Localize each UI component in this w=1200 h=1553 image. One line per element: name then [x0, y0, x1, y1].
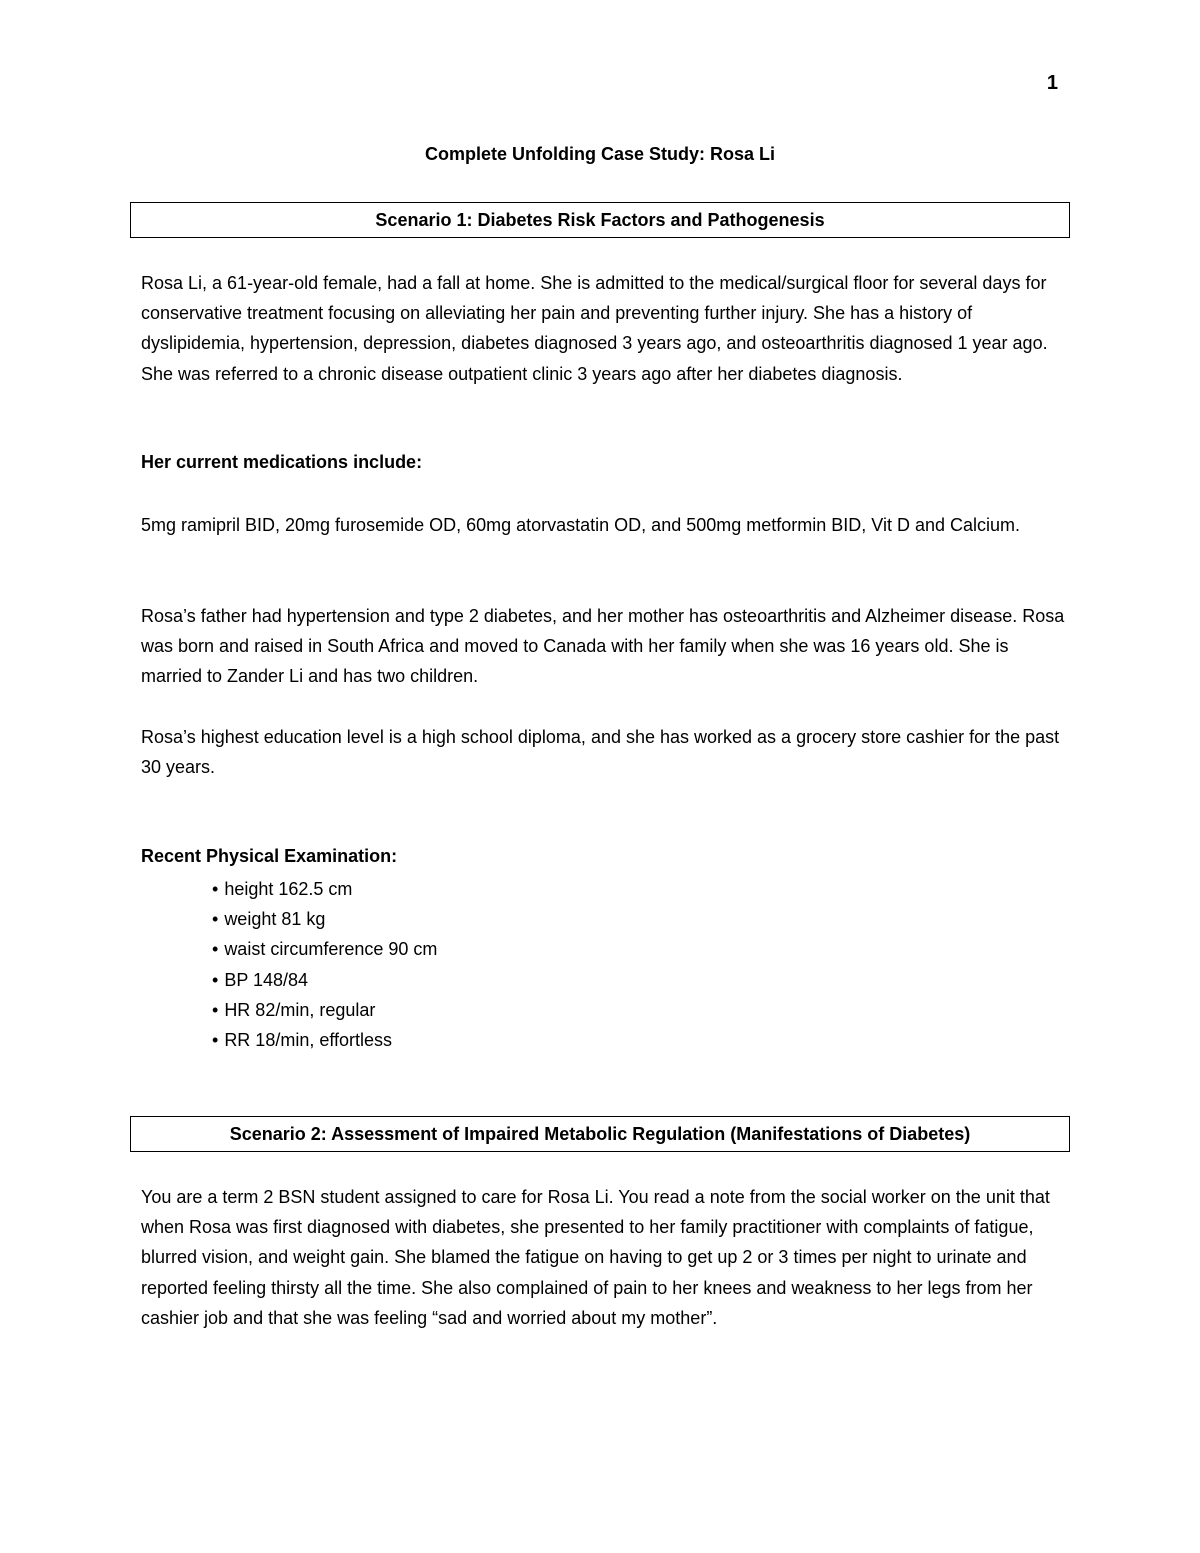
exam-item-rr: • RR 18/min, effortless	[212, 1025, 437, 1055]
medications-paragraph: 5mg ramipril BID, 20mg furosemide OD, 60mg atorvastatin OD, and 500mg metformin BID, Vit D and Calcium.	[141, 515, 1021, 535]
exam-item-height: • height 162.5 cm	[212, 874, 437, 904]
family-history-paragraph: Rosa’s father had hypertension and type 2 diabetes, and her mother has osteoarthritis and Alzheimer disease. Rosa was born and raised in South Africa and moved to Canada with her family when she was 16 years old. She is married to Zander Li and has two children.	[141, 606, 1065, 687]
scenario-2-paragraph: You are a term 2 BSN student assigned to care for Rosa Li. You read a note from the social worker on the unit that when Rosa was first diagnosed with diabetes, she presented to her family practitioner with complaints of fatigue, blurred vision, and weight gain. She blamed the fatigue on having to get up 2 or 3 times per night to urinate and reported feeling thirsty all the time. She also complained of pain to her knees and weakness to her legs from her cashier job and that she was feeling “sad and worried about my mother”.	[141, 1187, 1050, 1328]
physical-exam-list	[212, 874, 437, 1055]
scenario-1-heading-box	[130, 202, 1070, 238]
document-title: Complete Unfolding Case Study: Rosa Li	[424, 144, 776, 164]
physical-exam-heading: Recent Physical Examination:	[141, 846, 398, 866]
education-paragraph: Rosa’s highest education level is a high school diploma, and she has worked as a grocery store cashier for the past 30 years.	[141, 727, 1060, 778]
page-number: 1	[1046, 72, 1058, 94]
exam-item-waist: • waist circumference 90 cm	[212, 934, 437, 964]
scenario-1-heading: Scenario 1: Diabetes Risk Factors and Pathogenesis	[375, 209, 825, 230]
scenario-2-heading: Scenario 2: Assessment of Impaired Metabolic Regulation (Manifestations of Diabetes)	[229, 1123, 971, 1144]
scenario-1-intro-paragraph: Rosa Li, a 61-year-old female, had a fall at home. She is admitted to the medical/surgical floor for several days for conservative treatment focusing on alleviating her pain and preventing further injury. She has a history of dyslipidemia, hypertension, depression, diabetes diagnosed 3 years ago, and osteoarthritis diagnosed 1 year ago. She was referred to a chronic disease outpatient clinic 3 years ago after her diabetes diagnosis.	[141, 273, 1048, 384]
medications-heading: Her current medications include:	[141, 452, 423, 472]
exam-item-weight: • weight 81 kg	[212, 904, 437, 934]
exam-item-bp: • BP 148/84	[212, 965, 437, 995]
scenario-2-heading-box	[130, 1116, 1070, 1152]
exam-item-hr: • HR 82/min, regular	[212, 995, 437, 1025]
